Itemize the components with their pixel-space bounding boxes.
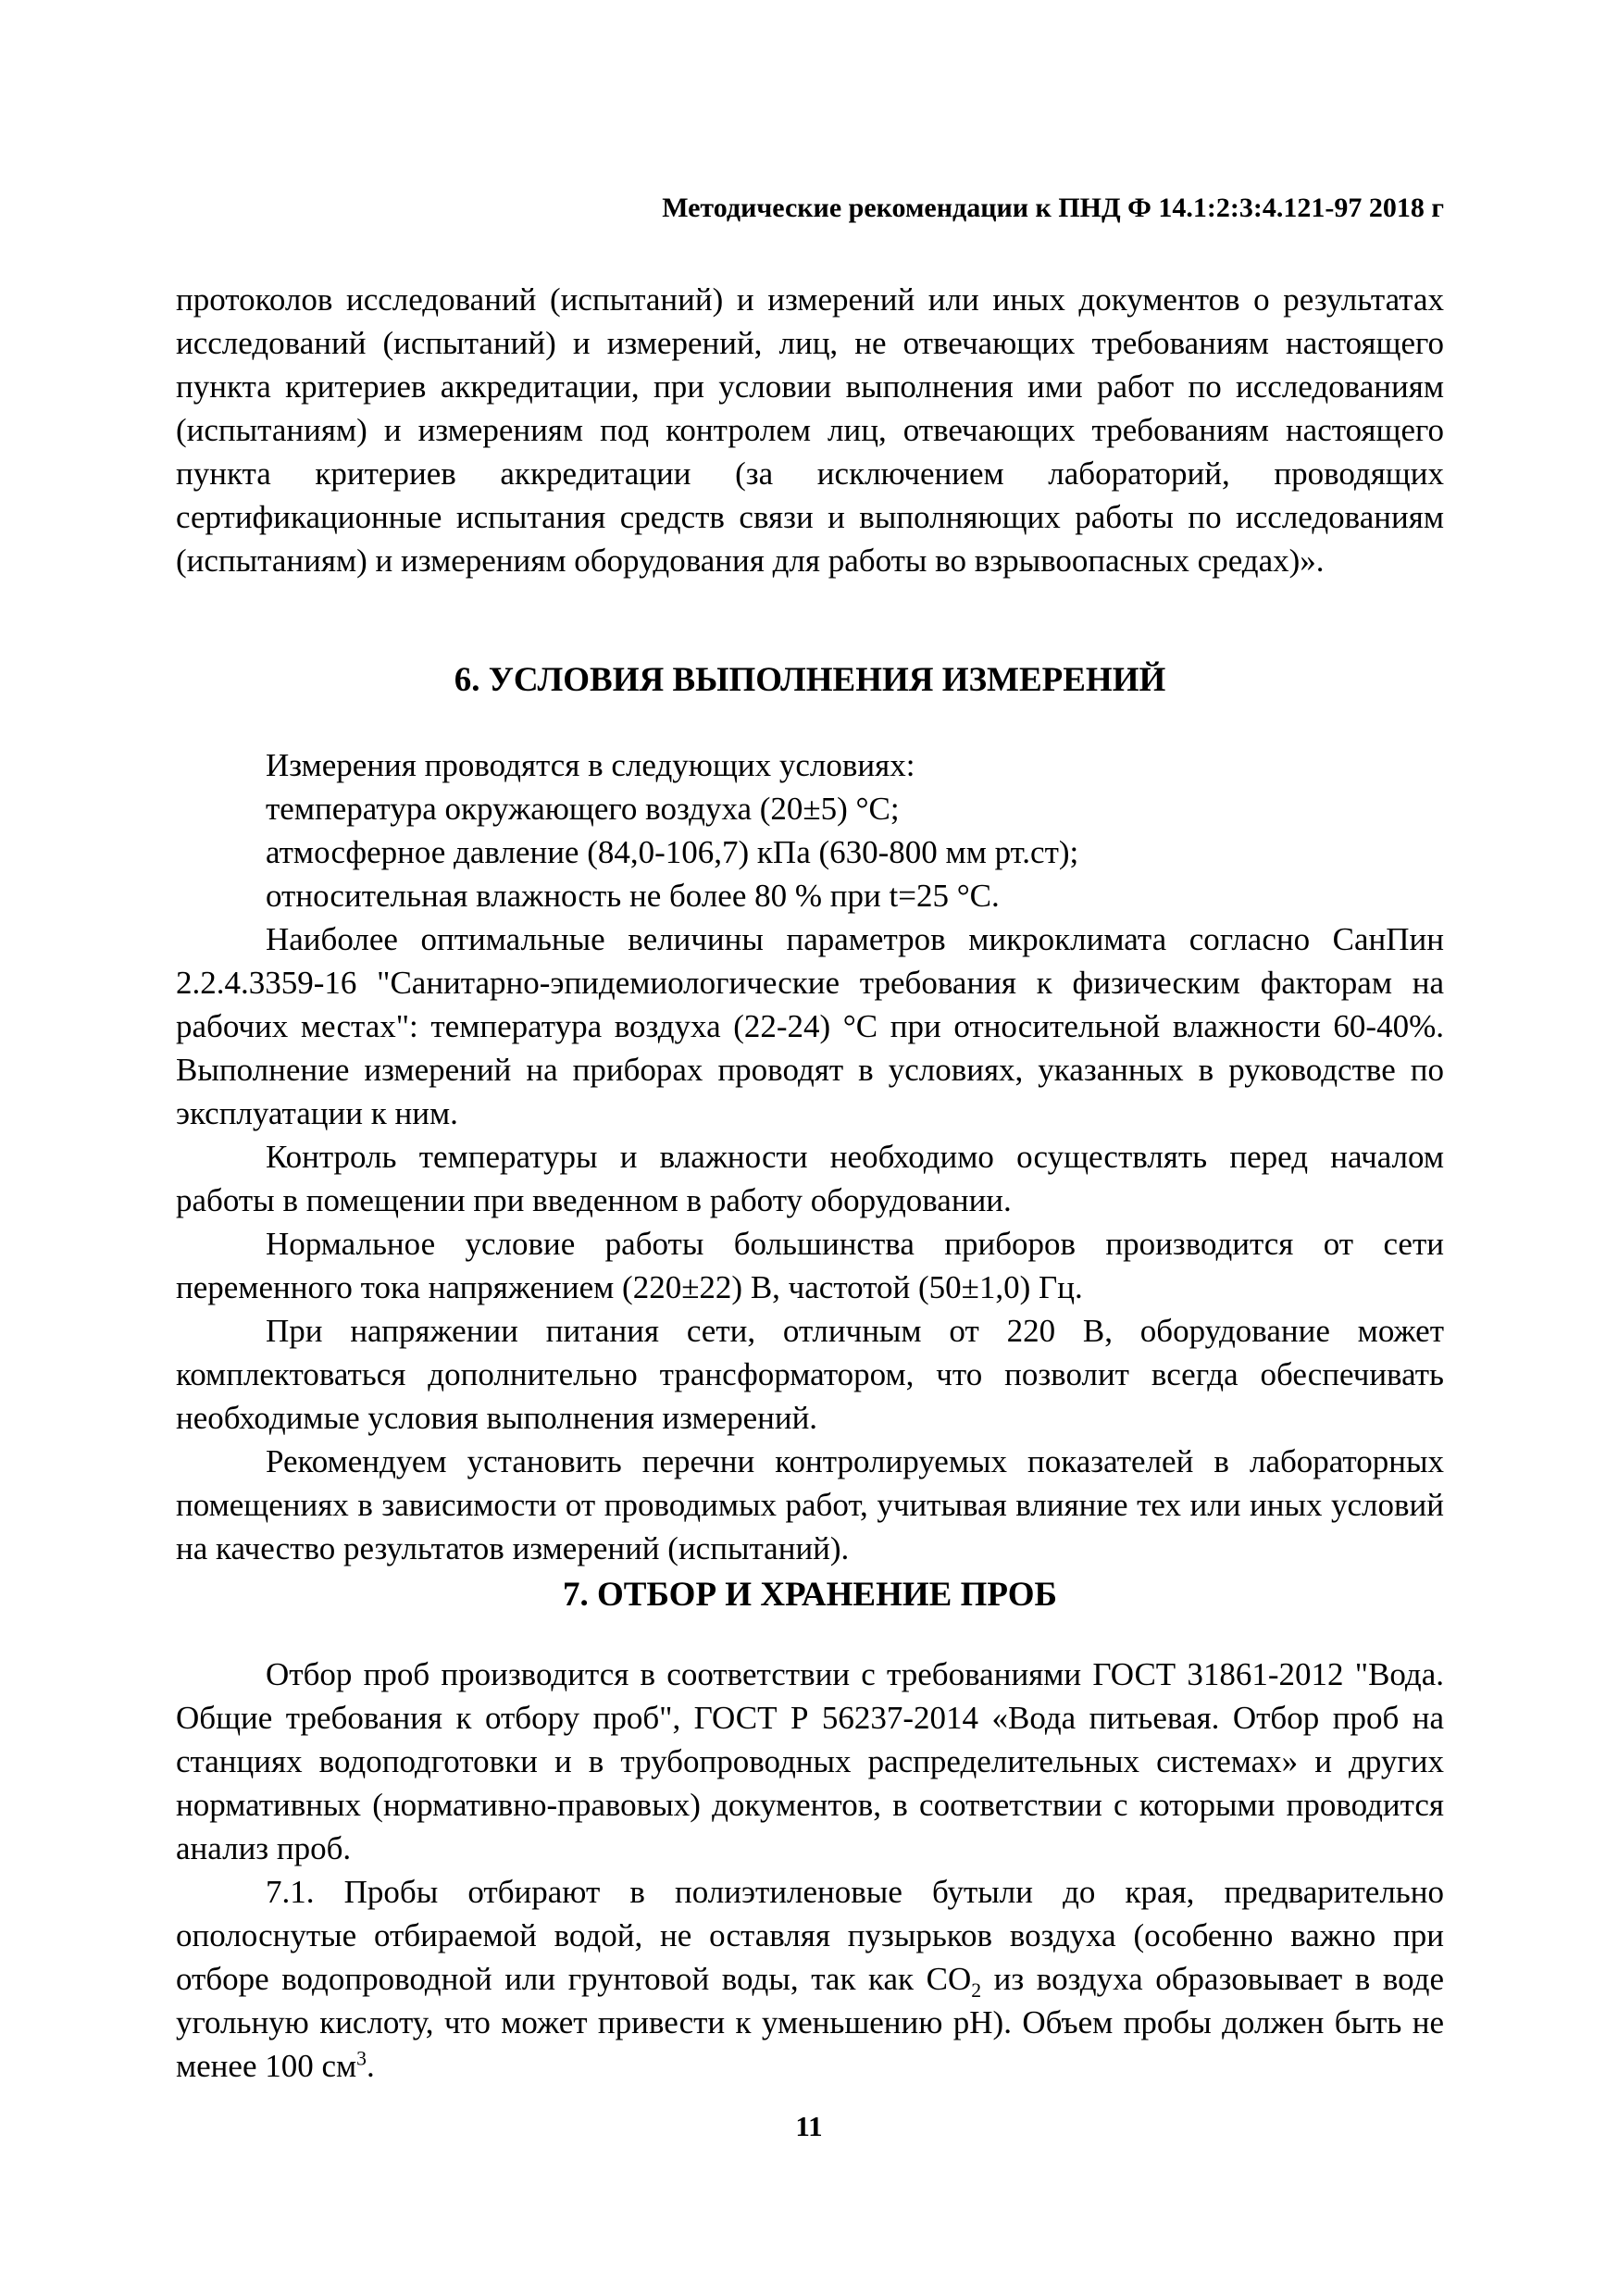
section-6-paragraph: Наиболее оптимальные величины параметров микроклимата согласно СанПин 2.2.4.3359-16 "Санитарно-эпидемиологические требования к физическим факторам на рабочих местах": температура воздуха (22-24) °С при относительной влажности 60-40%. Выполнение измерений на приборах проводят в условиях, указанных в руководстве по эксплуатации к ним. bbox=[176, 921, 1444, 1131]
section-7-heading: 7. ОТБОР И ХРАНЕНИЕ ПРОБ bbox=[563, 1576, 1057, 1614]
running-header: Методические рекомендации к ПНД Ф 14.1:2:3:4.121-97 2018 г bbox=[662, 193, 1444, 223]
clause-end: . bbox=[367, 2048, 375, 2084]
condition-line: Измерения проводятся в следующих условиях: bbox=[266, 747, 915, 783]
clause-number: 7.1. bbox=[266, 1874, 315, 1910]
section-7-paragraph: Отбор проб производится в соответствии с требованиями ГОСТ 31861-2012 "Вода. Общие требования к отбору проб", ГОСТ Р 56237-2014 «Вода питьевая. Отбор проб на станциях водоподготовки и в трубопроводных распределительных системах» и других нормативных (нормативно-правовых) документов, в соответствии с которыми проводится анализ проб. bbox=[176, 1656, 1444, 1866]
section-7-body bbox=[176, 1653, 1444, 2088]
conditions-list bbox=[176, 743, 1444, 917]
clause-text: Пробы отбирают в полиэтиленовые бутыли до края, предварительно ополоснутые отбираемой водой, не оставляя пузырьков воздуха (особенно важно при отборе водопроводной или грунтовой воды, так как CO bbox=[176, 1874, 1444, 1997]
section-6-paragraph: При напряжении питания сети, отличным от 220 В, оборудование может комплектоваться дополнительно трансформатором, что позволит всегда обеспечивать необходимые условия выполнения измерений. bbox=[176, 1313, 1444, 1436]
section-6-body bbox=[176, 743, 1444, 1570]
clause-text: из воздуха образовывает в воде угольную кислоту, что может привести к уменьшению pH). Объем пробы должен быть не менее 100 см bbox=[176, 1961, 1444, 2084]
section-6-paragraph: Нормальное условие работы большинства приборов производится от сети переменного тока напряжением (220±22) В, частотой (50±1,0) Гц. bbox=[176, 1226, 1444, 1305]
section-6-paragraph: Рекомендуем установить перечни контролируемых показателей в лабораторных помещениях в зависимости от проводимых работ, учитывая влияние тех или иных условий на качество результатов измерений (испытаний). bbox=[176, 1443, 1444, 1566]
intro-text-block bbox=[176, 278, 1444, 582]
section-6-paragraph: Контроль температуры и влажности необходимо осуществлять перед началом работы в помещении при введенном в работу оборудовании. bbox=[176, 1139, 1444, 1218]
section-6-heading: 6. УСЛОВИЯ ВЫПОЛНЕНИЯ ИЗМЕРЕНИЙ bbox=[454, 661, 1166, 699]
section-7-1-paragraph bbox=[176, 1870, 1444, 2088]
intro-paragraph: протоколов исследований (испытаний) и измерений или иных документов о результатах исследований (испытаний) и измерений, лиц, не отвечающих требованиям настоящего пункта критериев аккредитации, при условии выполнения ими работ по исследованиям (испытаниям) и измерениям под контролем лиц, отвечающих требованиям настоящего пункта критериев аккредитации (за исключением лабораторий, проводящих сертификационные испытания средств связи и выполняющих работы по исследованиям (испытаниям) и измерениям оборудования для работы во взрывоопасных средах)». bbox=[176, 281, 1444, 579]
condition-line: относительная влажность не более 80 % при t=25 °С. bbox=[266, 878, 1000, 914]
condition-line: атмосферное давление (84,0-106,7) кПа (630-800 мм рт.ст); bbox=[266, 834, 1079, 870]
superscript: 3 bbox=[356, 2047, 367, 2070]
subscript: 2 bbox=[971, 1979, 982, 2002]
page-number: 11 bbox=[795, 2110, 823, 2142]
condition-line: температура окружающего воздуха (20±5) °С; bbox=[266, 791, 900, 827]
